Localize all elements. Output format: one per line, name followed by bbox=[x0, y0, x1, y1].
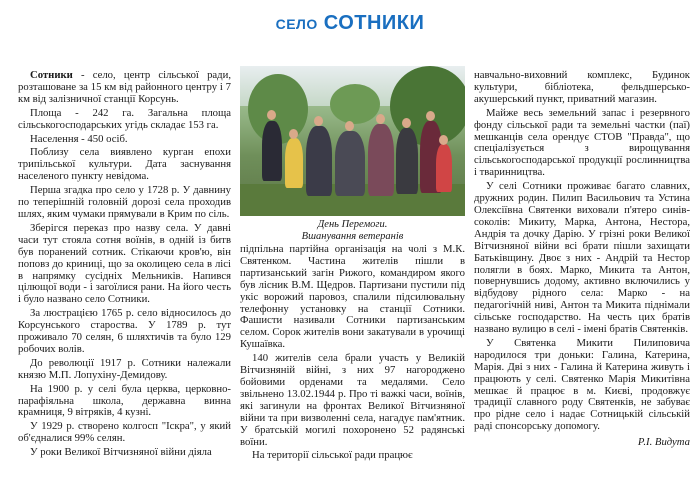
paragraph: До революції 1917 р. Сотники належали князю М.П. Лопухіну-Демидову. bbox=[18, 356, 231, 381]
title-prefix: СЕЛО bbox=[275, 16, 318, 32]
paragraph bbox=[18, 70, 231, 106]
paragraph: У 1929 р. створено колгосп "Іскра", у який об'єдналися 99% селян. bbox=[18, 420, 231, 445]
column-2 bbox=[240, 244, 465, 462]
paragraph: На території сільської ради працює bbox=[252, 449, 413, 462]
paragraph: Поблизу села виявлено курган епохи трипільської культури. Дата заснування населеного пункту невідома. bbox=[18, 146, 231, 183]
paragraph: 140 жителів села брали участь у Великій Вітчизняній війні, з них 97 нагороджено бойовими орденами та медалями. Село звільнено 13.02.1944 р. Про ті важкі часи, воїнів, які загинули на фронтах Великої Вітчизняної війни та при визволенні села, нагадує пам'ятник. У братській могилі похоронено 52 радянські воїни. bbox=[240, 352, 465, 448]
victory-day-photo bbox=[240, 66, 465, 216]
title-main: СОТНИКИ bbox=[323, 12, 425, 34]
page-title bbox=[0, 12, 700, 35]
paragraph-text: - село, центр сільської ради, розташоване за 15 км від районного центру і 7 км від залізничної станції Корсунь. bbox=[18, 69, 231, 105]
paragraph: Майже весь земельний запас і резервного фонду сільської ради та земельні частки (паї) мешканців села орендує СТОВ "Правда", що спеціалізується з вирощування сільськогосподарської продукції рослинництва і тваринництва. bbox=[474, 106, 690, 179]
paragraph: У Святенка Микити Пилиповича народилося три доньки: Галина, Катерина, Марія. Дві з них - Галина й Катерина живуть і працюють у селі. Святенко Марія Микитівна мешкає й працює в м. Києві, продовжує традиції славного роду Святенків, не забуває про рідне село і надає Сотницькій сільській раді спонсорську допомогу. bbox=[474, 336, 690, 433]
village-name-bold: Сотники bbox=[30, 69, 73, 81]
paragraph: підпільна партійна організація на чолі з М.К. Святенком. Частина жителів пішли в партизанський загін Рижого, командиром якого був лісник В.М. Щедров. Партизани пустили під укіс ворожий паровоз, спалили підсилювальну телефонну установку на станції Сотники. Фашисти називали Сотники партизанським селом. Сорок жителів вони закатували в урочищі Кушаївка. bbox=[240, 243, 465, 351]
paragraph: Зберігся переказ про назву села. У давні часи тут стояла сотня воїнів, в одній із битв був поранений сотник. Стікаючи кров'ю, він поповз до криниці, що за околицею села в лісі в напрямку сусідніх Мельників. Напився цілющої води - і загоїлися рани. На його честь і було названо село Сотники. bbox=[18, 221, 231, 306]
column-3 bbox=[474, 70, 690, 449]
paragraph: навчально-виховний комплекс, Будинок культури, бібліотека, фельдшерсько-акушерський пункт, приватний магазин. bbox=[474, 69, 690, 105]
paragraph: На 1900 р. у селі була церква, церковно-парафіяльна школа, державна винна крамниця, 9 вітряків, 4 кузні. bbox=[18, 382, 231, 419]
paragraph: За люстрацією 1765 р. село відносилось до Корсунського староства. У 1789 р. тут проживало 70 селян, 6 шляхтичів та було 129 робочих волів. bbox=[18, 307, 231, 355]
photo-caption bbox=[240, 219, 465, 243]
paragraph: Населення - 450 осіб. bbox=[30, 132, 128, 145]
column-1 bbox=[18, 70, 231, 459]
paragraph: У селі Сотники проживає багато славних, дружних родин. Пилип Васильович та Устина Олексіївна Святенки виховали п'ятеро синів-соколів: Микиту, Марка, Антона, Нестора, Андрія та дочку Дарію. У грізні роки Великої Вітчизняної війни всі брати пішли захищати Батьківщину. Двоє з них - Андрій та Нестор полягли в боях. Марко, Микита та Антон, повернувшись додому, активно включились у відбудову рідного села: Марко - на педагогічній ниві, Антон та Микита піднімали сільське господарство. На честь цих братів названо вулицю в селі - імені братів Святенків. bbox=[474, 180, 690, 336]
paragraph: У роки Великої Вітчизняної війни діяла bbox=[30, 446, 212, 459]
paragraph: Площа - 242 га. Загальна площа сільськогосподарських угідь складає 153 га. bbox=[18, 106, 231, 131]
paragraph: Перша згадка про село у 1728 р. У давнину по теперішній головній дорозі села проходив шлях, яким чумаки прямували в Крим по сіль. bbox=[18, 184, 231, 220]
author-signature: Р.І. Видута bbox=[637, 436, 690, 449]
caption-line: День Перемоги. bbox=[317, 219, 388, 230]
caption-line: Вшанування ветеранів bbox=[301, 231, 404, 242]
